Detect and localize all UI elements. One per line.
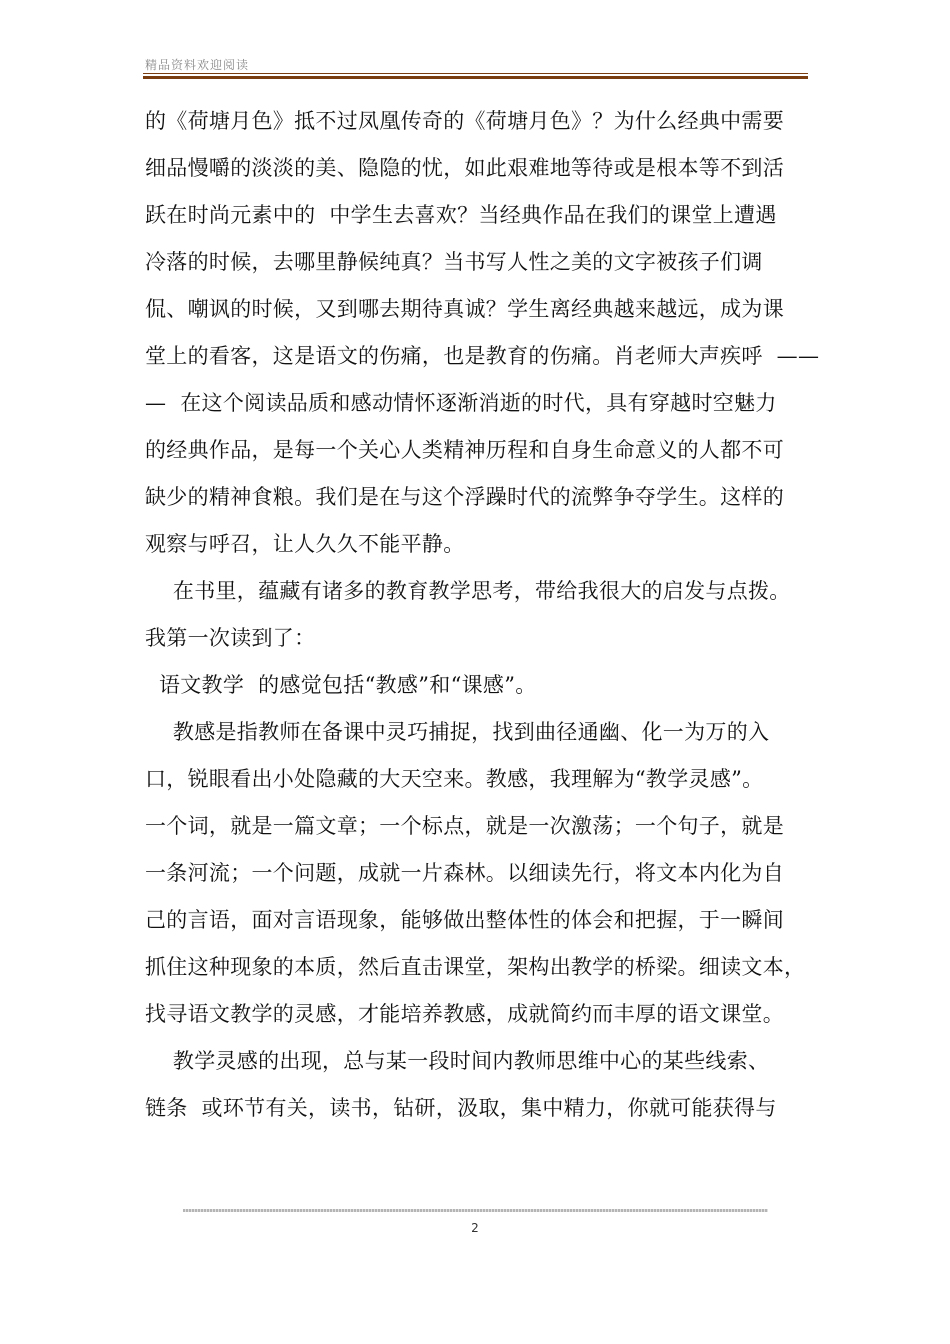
text-line: 的《荷塘月色》抵不过凤凰传奇的《荷塘月色》？为什么经典中需要 — [145, 109, 784, 133]
text-line: 己的言语，面对言语现象，能够做出整体性的体会和把握，于一瞬间 — [145, 908, 784, 932]
footer-rule — [183, 1209, 768, 1212]
text-line: 语文教学 的感觉包括“教感”和“课感”。 — [145, 673, 537, 697]
text-line: 侃、嘲讽的时候，又到哪去期待真诚？学生离经典越来越远，成为课 — [145, 297, 784, 321]
text-line: 在书里，蕴藏有诸多的教育教学思考，带给我很大的启发与点拨。 — [145, 579, 791, 603]
text-line: 冷落的时候，去哪里静候纯真？当书写人性之美的文字被孩子们调 — [145, 250, 763, 274]
text-line: 找寻语文教学的灵感，才能培养教感，成就简约而丰厚的语文课堂。 — [145, 1002, 784, 1026]
text-line: 口，锐眼看出小处隐藏的大天空来。教感，我理解为“教学灵感”。 — [145, 767, 764, 791]
text-line: 我第一次读到了： — [145, 626, 316, 650]
text-line: 链条 或环节有关，读书，钻研，汲取，集中精力，你就可能获得与 — [145, 1096, 777, 1120]
text-line: 一个词，就是一篇文章；一个标点，就是一次激荡；一个句子，就是 — [145, 814, 784, 838]
text-line: 教学灵感的出现，总与某一段时间内教师思维中心的某些线索、 — [145, 1049, 770, 1073]
text-line: 抓住这种现象的本质，然后直击课堂，架构出教学的桥梁。细读文本， — [145, 955, 806, 979]
text-line: 细品慢嚼的淡淡的美、隐隐的忧，如此艰难地等待或是根本等不到活 — [145, 156, 784, 180]
text-line: 跃在时尚元素中的 中学生去喜欢？当经典作品在我们的课堂上遭遇 — [145, 203, 777, 227]
text-line: 堂上的看客，这是语文的伤痛，也是教育的伤痛。肖老师大声疾呼 —— — [145, 344, 820, 368]
text-line: 的经典作品，是每一个关心人类精神历程和自身生命意义的人都不可 — [145, 438, 784, 462]
text-line: 缺少的精神食粮。我们是在与这个浮躁时代的流弊争夺学生。这样的 — [145, 485, 784, 509]
page-header-text: 精品资料欢迎阅读 — [145, 58, 250, 72]
header-rule-thick — [143, 76, 808, 79]
text-line: 一条河流；一个问题，成就一片森林。以细读先行，将文本内化为自 — [145, 861, 784, 885]
page-number: 2 — [471, 1221, 479, 1235]
header-rule-thin — [143, 73, 808, 74]
text-line: 教感是指教师在备课中灵巧捕捉，找到曲径通幽、化一为万的入 — [145, 720, 770, 744]
text-line: — 在这个阅读品质和感动情怀逐渐消逝的时代，具有穿越时空魅力 — [145, 391, 777, 415]
text-line: 观察与呼召，让人久久不能平静。 — [145, 532, 465, 556]
document-body — [145, 98, 820, 1132]
